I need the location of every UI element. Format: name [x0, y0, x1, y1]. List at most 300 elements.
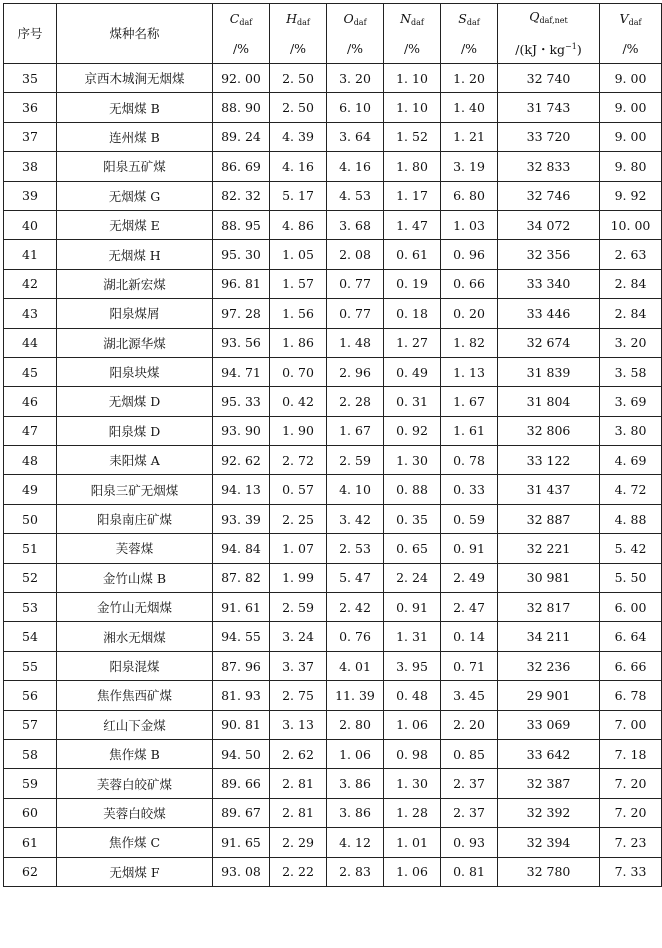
cell-sulfur: 0. 96	[441, 240, 498, 269]
cell-volatile: 9. 80	[600, 152, 662, 181]
cell-volatile: 9. 00	[600, 64, 662, 93]
cell-sulfur: 2. 37	[441, 798, 498, 827]
header-oxygen	[327, 4, 384, 64]
cell-nitrogen: 0. 18	[384, 299, 441, 328]
cell-index: 62	[4, 857, 57, 886]
cell-volatile: 5. 50	[600, 563, 662, 592]
cell-coal-name: 无烟煤 D	[57, 387, 213, 416]
table-row	[4, 357, 662, 386]
cell-index: 41	[4, 240, 57, 269]
cell-coal-name: 京西木城涧无烟煤	[57, 64, 213, 93]
table-row	[4, 651, 662, 680]
volatile-subscript: daf	[628, 17, 642, 27]
cell-carbon: 87. 82	[213, 563, 270, 592]
cell-heating-value: 32 833	[498, 152, 600, 181]
cell-nitrogen: 1. 30	[384, 769, 441, 798]
cell-index: 53	[4, 593, 57, 622]
cell-oxygen: 0. 77	[327, 299, 384, 328]
cell-oxygen: 2. 80	[327, 710, 384, 739]
cell-index: 58	[4, 739, 57, 768]
cell-heating-value: 34 211	[498, 622, 600, 651]
cell-hydrogen: 2. 29	[270, 828, 327, 857]
cell-nitrogen: 0. 49	[384, 357, 441, 386]
cell-coal-name: 芙蓉白皎矿煤	[57, 769, 213, 798]
cell-hydrogen: 1. 05	[270, 240, 327, 269]
cell-hydrogen: 1. 07	[270, 534, 327, 563]
cell-hydrogen: 2. 22	[270, 857, 327, 886]
cell-sulfur: 0. 71	[441, 651, 498, 680]
cell-sulfur: 0. 59	[441, 504, 498, 533]
cell-nitrogen: 1. 30	[384, 446, 441, 475]
cell-coal-name: 红山下金煤	[57, 710, 213, 739]
cell-index: 43	[4, 299, 57, 328]
table-row	[4, 857, 662, 886]
cell-hydrogen: 2. 81	[270, 798, 327, 827]
cell-coal-name: 无烟煤 B	[57, 93, 213, 122]
cell-carbon: 92. 00	[213, 64, 270, 93]
coal-properties-table	[3, 3, 662, 887]
heating-value-unit	[498, 34, 599, 63]
oxygen-subscript: daf	[353, 17, 367, 27]
cell-volatile: 9. 00	[600, 93, 662, 122]
cell-carbon: 91. 65	[213, 828, 270, 857]
header-carbon	[213, 4, 270, 64]
cell-heating-value: 33 720	[498, 122, 600, 151]
cell-volatile: 3. 80	[600, 416, 662, 445]
heating-value-unit-b: )	[576, 42, 582, 57]
cell-hydrogen: 4. 16	[270, 152, 327, 181]
cell-oxygen: 2. 42	[327, 593, 384, 622]
cell-nitrogen: 0. 92	[384, 416, 441, 445]
table-row	[4, 93, 662, 122]
cell-oxygen: 4. 10	[327, 475, 384, 504]
cell-sulfur: 0. 93	[441, 828, 498, 857]
table-row	[4, 328, 662, 357]
cell-sulfur: 2. 47	[441, 593, 498, 622]
cell-sulfur: 6. 80	[441, 181, 498, 210]
header-nitrogen	[384, 4, 441, 64]
cell-coal-name: 阳泉混煤	[57, 651, 213, 680]
cell-carbon: 89. 67	[213, 798, 270, 827]
cell-nitrogen: 1. 01	[384, 828, 441, 857]
cell-index: 59	[4, 769, 57, 798]
cell-hydrogen: 5. 17	[270, 181, 327, 210]
cell-coal-name: 湖北新宏煤	[57, 269, 213, 298]
sulfur-unit: /%	[460, 40, 478, 56]
cell-carbon: 94. 84	[213, 534, 270, 563]
cell-oxygen: 0. 76	[327, 622, 384, 651]
sulfur-subscript: daf	[466, 17, 480, 27]
hydrogen-subscript: daf	[297, 17, 310, 27]
cell-volatile: 5. 42	[600, 534, 662, 563]
cell-hydrogen: 1. 86	[270, 328, 327, 357]
cell-hydrogen: 0. 42	[270, 387, 327, 416]
table-row	[4, 152, 662, 181]
cell-hydrogen: 0. 57	[270, 475, 327, 504]
cell-coal-name: 湖北源华煤	[57, 328, 213, 357]
cell-oxygen: 2. 59	[327, 446, 384, 475]
cell-nitrogen: 1. 06	[384, 857, 441, 886]
cell-coal-name: 湘水无烟煤	[57, 622, 213, 651]
cell-oxygen: 4. 01	[327, 651, 384, 680]
cell-heating-value: 33 642	[498, 739, 600, 768]
cell-heating-value: 33 122	[498, 446, 600, 475]
cell-heating-value: 32 236	[498, 651, 600, 680]
cell-volatile: 4. 69	[600, 446, 662, 475]
cell-heating-value: 33 446	[498, 299, 600, 328]
volatile-symbol: V	[619, 10, 629, 26]
cell-coal-name: 阳泉煤屑	[57, 299, 213, 328]
cell-sulfur: 1. 61	[441, 416, 498, 445]
cell-heating-value: 32 817	[498, 593, 600, 622]
cell-oxygen: 2. 53	[327, 534, 384, 563]
cell-hydrogen: 2. 72	[270, 446, 327, 475]
cell-coal-name: 阳泉五矿煤	[57, 152, 213, 181]
cell-volatile: 2. 84	[600, 299, 662, 328]
cell-hydrogen: 3. 24	[270, 622, 327, 651]
cell-hydrogen: 2. 59	[270, 593, 327, 622]
table-row	[4, 64, 662, 93]
table-row	[4, 475, 662, 504]
cell-hydrogen: 1. 90	[270, 416, 327, 445]
cell-carbon: 94. 55	[213, 622, 270, 651]
cell-sulfur: 0. 85	[441, 739, 498, 768]
cell-sulfur: 0. 78	[441, 446, 498, 475]
cell-oxygen: 1. 48	[327, 328, 384, 357]
cell-sulfur: 2. 37	[441, 769, 498, 798]
heating-value-unit-a: /(kJ・kg	[515, 42, 566, 57]
table-row	[4, 240, 662, 269]
cell-carbon: 86. 69	[213, 152, 270, 181]
oxygen-symbol: O	[343, 10, 354, 26]
cell-oxygen: 2. 96	[327, 357, 384, 386]
cell-coal-name: 芙蓉煤	[57, 534, 213, 563]
cell-hydrogen: 1. 57	[270, 269, 327, 298]
cell-coal-name: 无烟煤 F	[57, 857, 213, 886]
table-row	[4, 534, 662, 563]
cell-carbon: 88. 90	[213, 93, 270, 122]
header-row	[4, 4, 662, 64]
cell-index: 54	[4, 622, 57, 651]
cell-carbon: 93. 39	[213, 504, 270, 533]
cell-coal-name: 阳泉块煤	[57, 357, 213, 386]
cell-oxygen: 3. 86	[327, 798, 384, 827]
cell-carbon: 87. 96	[213, 651, 270, 680]
cell-nitrogen: 1. 27	[384, 328, 441, 357]
cell-sulfur: 0. 14	[441, 622, 498, 651]
cell-sulfur: 1. 67	[441, 387, 498, 416]
cell-oxygen: 2. 08	[327, 240, 384, 269]
cell-hydrogen: 2. 81	[270, 769, 327, 798]
cell-volatile: 10. 00	[600, 210, 662, 239]
cell-heating-value: 31 804	[498, 387, 600, 416]
cell-heating-value: 32 806	[498, 416, 600, 445]
cell-oxygen: 1. 67	[327, 416, 384, 445]
header-coal-name: 煤种名称	[57, 4, 213, 64]
cell-index: 40	[4, 210, 57, 239]
cell-carbon: 91. 61	[213, 593, 270, 622]
cell-nitrogen: 0. 35	[384, 504, 441, 533]
cell-volatile: 7. 20	[600, 798, 662, 827]
cell-coal-name: 焦作煤 B	[57, 739, 213, 768]
table-body	[4, 64, 662, 887]
cell-volatile: 3. 20	[600, 328, 662, 357]
cell-sulfur: 0. 81	[441, 857, 498, 886]
heating-value-subscript: daf,net	[539, 16, 568, 25]
heating-value-unit-exponent: −1	[565, 42, 577, 51]
cell-hydrogen: 2. 75	[270, 681, 327, 710]
cell-nitrogen: 1. 10	[384, 93, 441, 122]
table-row	[4, 622, 662, 651]
cell-index: 60	[4, 798, 57, 827]
cell-sulfur: 0. 91	[441, 534, 498, 563]
sulfur-symbol: S	[458, 10, 467, 26]
cell-coal-name: 耒阳煤 A	[57, 446, 213, 475]
cell-index: 47	[4, 416, 57, 445]
cell-volatile: 2. 84	[600, 269, 662, 298]
carbon-subscript: daf	[239, 17, 253, 27]
cell-heating-value: 32 221	[498, 534, 600, 563]
cell-nitrogen: 0. 31	[384, 387, 441, 416]
cell-index: 61	[4, 828, 57, 857]
cell-oxygen: 1. 06	[327, 739, 384, 768]
cell-oxygen: 5. 47	[327, 563, 384, 592]
cell-index: 39	[4, 181, 57, 210]
cell-oxygen: 3. 64	[327, 122, 384, 151]
cell-coal-name: 无烟煤 G	[57, 181, 213, 210]
cell-coal-name: 焦作煤 C	[57, 828, 213, 857]
cell-nitrogen: 1. 31	[384, 622, 441, 651]
cell-sulfur: 3. 45	[441, 681, 498, 710]
carbon-symbol: C	[229, 10, 240, 26]
cell-volatile: 6. 78	[600, 681, 662, 710]
cell-index: 42	[4, 269, 57, 298]
cell-carbon: 90. 81	[213, 710, 270, 739]
cell-heating-value: 32 746	[498, 181, 600, 210]
table-row	[4, 269, 662, 298]
cell-heating-value: 31 437	[498, 475, 600, 504]
cell-sulfur: 1. 82	[441, 328, 498, 357]
nitrogen-subscript: daf	[411, 17, 424, 27]
cell-index: 35	[4, 64, 57, 93]
cell-index: 37	[4, 122, 57, 151]
cell-oxygen: 4. 12	[327, 828, 384, 857]
table-row	[4, 122, 662, 151]
table-row	[4, 504, 662, 533]
cell-heating-value: 31 839	[498, 357, 600, 386]
cell-oxygen: 3. 86	[327, 769, 384, 798]
volatile-unit: /%	[622, 40, 639, 56]
cell-sulfur: 0. 20	[441, 299, 498, 328]
cell-volatile: 7. 18	[600, 739, 662, 768]
cell-heating-value: 32 780	[498, 857, 600, 886]
table-row	[4, 299, 662, 328]
cell-oxygen: 6. 10	[327, 93, 384, 122]
cell-index: 38	[4, 152, 57, 181]
cell-index: 45	[4, 357, 57, 386]
cell-coal-name: 无烟煤 H	[57, 240, 213, 269]
cell-coal-name: 金竹山无烟煤	[57, 593, 213, 622]
cell-index: 51	[4, 534, 57, 563]
cell-hydrogen: 2. 50	[270, 64, 327, 93]
cell-oxygen: 4. 16	[327, 152, 384, 181]
cell-heating-value: 32 387	[498, 769, 600, 798]
cell-hydrogen: 3. 37	[270, 651, 327, 680]
cell-index: 50	[4, 504, 57, 533]
cell-nitrogen: 2. 24	[384, 563, 441, 592]
cell-nitrogen: 0. 65	[384, 534, 441, 563]
table-row	[4, 387, 662, 416]
cell-coal-name: 阳泉煤 D	[57, 416, 213, 445]
cell-coal-name: 金竹山煤 B	[57, 563, 213, 592]
cell-carbon: 81. 93	[213, 681, 270, 710]
cell-nitrogen: 1. 06	[384, 710, 441, 739]
cell-heating-value: 32 356	[498, 240, 600, 269]
cell-nitrogen: 0. 88	[384, 475, 441, 504]
cell-oxygen: 4. 53	[327, 181, 384, 210]
cell-volatile: 4. 72	[600, 475, 662, 504]
cell-volatile: 6. 66	[600, 651, 662, 680]
cell-volatile: 7. 20	[600, 769, 662, 798]
cell-volatile: 4. 88	[600, 504, 662, 533]
cell-heating-value: 32 392	[498, 798, 600, 827]
table-row	[4, 416, 662, 445]
cell-index: 55	[4, 651, 57, 680]
cell-sulfur: 0. 66	[441, 269, 498, 298]
table-row	[4, 828, 662, 857]
cell-hydrogen: 1. 99	[270, 563, 327, 592]
cell-nitrogen: 0. 48	[384, 681, 441, 710]
cell-volatile: 6. 64	[600, 622, 662, 651]
table-row	[4, 798, 662, 827]
cell-heating-value: 34 072	[498, 210, 600, 239]
header-heating-value	[498, 4, 600, 64]
carbon-unit: /%	[232, 40, 250, 56]
header-index: 序号	[4, 4, 57, 64]
cell-carbon: 96. 81	[213, 269, 270, 298]
cell-volatile: 3. 58	[600, 357, 662, 386]
cell-oxygen: 3. 20	[327, 64, 384, 93]
cell-carbon: 93. 90	[213, 416, 270, 445]
cell-carbon: 92. 62	[213, 446, 270, 475]
cell-carbon: 93. 56	[213, 328, 270, 357]
cell-carbon: 89. 66	[213, 769, 270, 798]
cell-sulfur: 1. 21	[441, 122, 498, 151]
cell-coal-name: 焦作焦西矿煤	[57, 681, 213, 710]
cell-heating-value: 33 069	[498, 710, 600, 739]
cell-carbon: 94. 50	[213, 739, 270, 768]
cell-carbon: 89. 24	[213, 122, 270, 151]
cell-volatile: 7. 23	[600, 828, 662, 857]
cell-nitrogen: 1. 10	[384, 64, 441, 93]
cell-oxygen: 3. 42	[327, 504, 384, 533]
cell-index: 36	[4, 93, 57, 122]
cell-oxygen: 2. 28	[327, 387, 384, 416]
table-row	[4, 593, 662, 622]
cell-index: 57	[4, 710, 57, 739]
cell-volatile: 6. 00	[600, 593, 662, 622]
table-row	[4, 710, 662, 739]
cell-heating-value: 32 740	[498, 64, 600, 93]
cell-index: 52	[4, 563, 57, 592]
cell-sulfur: 2. 20	[441, 710, 498, 739]
nitrogen-symbol: N	[400, 10, 412, 26]
cell-volatile: 9. 92	[600, 181, 662, 210]
cell-volatile: 2. 63	[600, 240, 662, 269]
nitrogen-unit: /%	[403, 40, 421, 56]
hydrogen-symbol: H	[286, 10, 298, 26]
cell-carbon: 94. 13	[213, 475, 270, 504]
table-row	[4, 446, 662, 475]
cell-volatile: 3. 69	[600, 387, 662, 416]
table-row	[4, 210, 662, 239]
cell-heating-value: 29 901	[498, 681, 600, 710]
header-sulfur	[441, 4, 498, 64]
cell-oxygen: 0. 77	[327, 269, 384, 298]
cell-nitrogen: 0. 19	[384, 269, 441, 298]
cell-hydrogen: 4. 39	[270, 122, 327, 151]
cell-volatile: 7. 00	[600, 710, 662, 739]
cell-nitrogen: 1. 80	[384, 152, 441, 181]
cell-sulfur: 0. 33	[441, 475, 498, 504]
header-volatile	[600, 4, 662, 64]
cell-hydrogen: 2. 25	[270, 504, 327, 533]
cell-carbon: 88. 95	[213, 210, 270, 239]
table-row	[4, 681, 662, 710]
cell-index: 49	[4, 475, 57, 504]
cell-carbon: 82. 32	[213, 181, 270, 210]
cell-index: 44	[4, 328, 57, 357]
hydrogen-unit: /%	[289, 40, 307, 56]
cell-sulfur: 1. 13	[441, 357, 498, 386]
cell-heating-value: 33 340	[498, 269, 600, 298]
cell-nitrogen: 1. 17	[384, 181, 441, 210]
cell-carbon: 95. 33	[213, 387, 270, 416]
cell-index: 48	[4, 446, 57, 475]
cell-nitrogen: 1. 47	[384, 210, 441, 239]
cell-carbon: 93. 08	[213, 857, 270, 886]
cell-hydrogen: 0. 70	[270, 357, 327, 386]
cell-heating-value: 32 394	[498, 828, 600, 857]
cell-index: 56	[4, 681, 57, 710]
table-row	[4, 563, 662, 592]
cell-sulfur: 1. 40	[441, 93, 498, 122]
cell-nitrogen: 1. 52	[384, 122, 441, 151]
heating-value-symbol: Q	[529, 9, 540, 24]
cell-sulfur: 2. 49	[441, 563, 498, 592]
cell-oxygen: 11. 39	[327, 681, 384, 710]
cell-nitrogen: 0. 61	[384, 240, 441, 269]
cell-coal-name: 连州煤 B	[57, 122, 213, 151]
cell-carbon: 97. 28	[213, 299, 270, 328]
cell-nitrogen: 3. 95	[384, 651, 441, 680]
cell-hydrogen: 2. 50	[270, 93, 327, 122]
cell-coal-name: 阳泉南庄矿煤	[57, 504, 213, 533]
cell-nitrogen: 1. 28	[384, 798, 441, 827]
cell-coal-name: 阳泉三矿无烟煤	[57, 475, 213, 504]
table-row	[4, 739, 662, 768]
cell-volatile: 9. 00	[600, 122, 662, 151]
cell-hydrogen: 3. 13	[270, 710, 327, 739]
cell-heating-value: 32 674	[498, 328, 600, 357]
cell-oxygen: 3. 68	[327, 210, 384, 239]
cell-sulfur: 1. 03	[441, 210, 498, 239]
cell-hydrogen: 2. 62	[270, 739, 327, 768]
cell-oxygen: 2. 83	[327, 857, 384, 886]
cell-volatile: 7. 33	[600, 857, 662, 886]
cell-coal-name: 无烟煤 E	[57, 210, 213, 239]
cell-hydrogen: 4. 86	[270, 210, 327, 239]
